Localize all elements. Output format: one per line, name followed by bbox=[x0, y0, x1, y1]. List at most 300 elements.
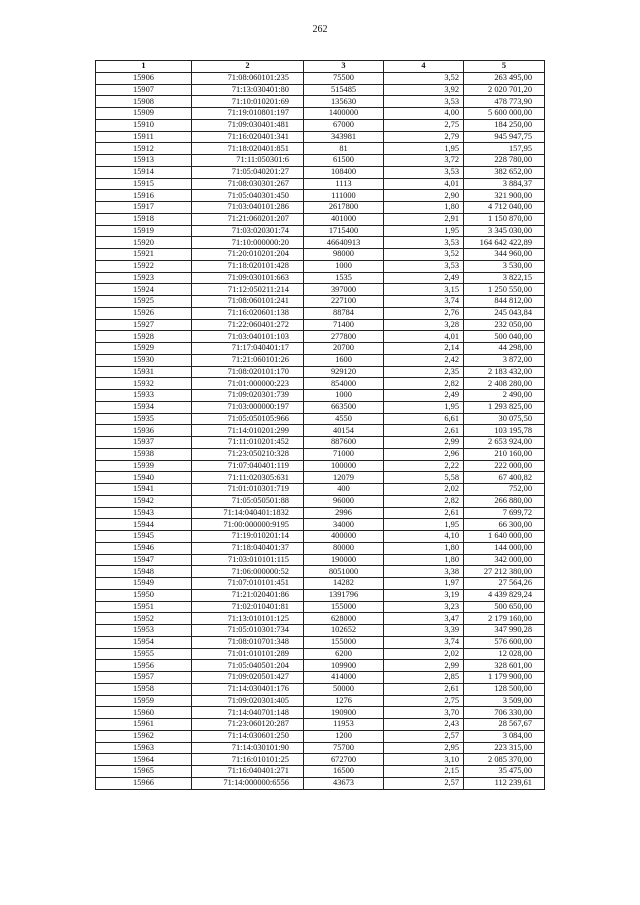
value-cell: 2 653 924,00 bbox=[464, 437, 545, 449]
rate-cell: 2,85 bbox=[384, 672, 464, 684]
cadastral-number-cell: 71:05:040201:27 bbox=[192, 166, 304, 178]
table-row bbox=[96, 84, 545, 96]
area-cell: 71400 bbox=[304, 319, 384, 331]
row-number-cell: 15923 bbox=[96, 272, 192, 284]
table-row bbox=[96, 260, 545, 272]
table-row bbox=[96, 589, 545, 601]
rate-cell: 3,52 bbox=[384, 249, 464, 261]
cadastral-number-cell: 71:13:030401:80 bbox=[192, 84, 304, 96]
cadastral-number-cell: 71:05:010301:734 bbox=[192, 625, 304, 637]
rate-cell: 2,14 bbox=[384, 343, 464, 355]
area-cell: 46640913 bbox=[304, 237, 384, 249]
row-number-cell: 15940 bbox=[96, 472, 192, 484]
table-row bbox=[96, 237, 545, 249]
area-cell: 1715400 bbox=[304, 225, 384, 237]
value-cell: 382 652,00 bbox=[464, 166, 545, 178]
cadastral-number-cell: 71:05:040501:204 bbox=[192, 660, 304, 672]
area-cell: 4550 bbox=[304, 413, 384, 425]
rate-cell: 1,95 bbox=[384, 519, 464, 531]
rate-cell: 3,19 bbox=[384, 589, 464, 601]
cadastral-number-cell: 71:08:060101:241 bbox=[192, 296, 304, 308]
value-cell: 27 212 380,00 bbox=[464, 566, 545, 578]
value-cell: 157,95 bbox=[464, 143, 545, 155]
cadastral-number-cell: 71:18:020101:428 bbox=[192, 260, 304, 272]
value-cell: 3 822,15 bbox=[464, 272, 545, 284]
rate-cell: 1,95 bbox=[384, 401, 464, 413]
row-number-cell: 15936 bbox=[96, 425, 192, 437]
rate-cell: 2,61 bbox=[384, 683, 464, 695]
table-row bbox=[96, 766, 545, 778]
value-cell: 144 000,00 bbox=[464, 542, 545, 554]
value-cell: 1 250 550,00 bbox=[464, 284, 545, 296]
area-cell: 190000 bbox=[304, 554, 384, 566]
row-number-cell: 15930 bbox=[96, 354, 192, 366]
table-row bbox=[96, 578, 545, 590]
table-row bbox=[96, 566, 545, 578]
value-cell: 263 495,00 bbox=[464, 72, 545, 84]
area-cell: 40154 bbox=[304, 425, 384, 437]
area-cell: 414000 bbox=[304, 672, 384, 684]
rate-cell: 3,53 bbox=[384, 260, 464, 272]
rate-cell: 2,76 bbox=[384, 307, 464, 319]
cadastral-number-cell: 71:09:020501:427 bbox=[192, 672, 304, 684]
rate-cell: 2,43 bbox=[384, 719, 464, 731]
cadastral-number-cell: 71:14:040401:1832 bbox=[192, 507, 304, 519]
rate-cell: 2,61 bbox=[384, 425, 464, 437]
table-row bbox=[96, 742, 545, 754]
table-row bbox=[96, 719, 545, 731]
area-cell: 12079 bbox=[304, 472, 384, 484]
rate-cell: 4,00 bbox=[384, 108, 464, 120]
column-header: 1 bbox=[96, 61, 192, 73]
cadastral-number-cell: 71:18:020401:851 bbox=[192, 143, 304, 155]
cadastral-number-cell: 71:19:010201:14 bbox=[192, 531, 304, 543]
row-number-cell: 15963 bbox=[96, 742, 192, 754]
area-cell: 1535 bbox=[304, 272, 384, 284]
value-cell: 245 043,84 bbox=[464, 307, 545, 319]
rate-cell: 2,57 bbox=[384, 730, 464, 742]
value-cell: 2 020 701,20 bbox=[464, 84, 545, 96]
area-cell: 1276 bbox=[304, 695, 384, 707]
rate-cell: 2,22 bbox=[384, 460, 464, 472]
cadastral-number-cell: 71:01:010101:289 bbox=[192, 648, 304, 660]
cadastral-number-cell: 71:10:010201:69 bbox=[192, 96, 304, 108]
cadastral-number-cell: 71:14:010201:299 bbox=[192, 425, 304, 437]
value-cell: 1 179 900,00 bbox=[464, 672, 545, 684]
column-header: 5 bbox=[464, 61, 545, 73]
table-row bbox=[96, 507, 545, 519]
value-cell: 164 642 422,89 bbox=[464, 237, 545, 249]
row-number-cell: 15913 bbox=[96, 155, 192, 167]
row-number-cell: 15958 bbox=[96, 683, 192, 695]
table-row bbox=[96, 519, 545, 531]
table-row bbox=[96, 390, 545, 402]
value-cell: 4 712 040,00 bbox=[464, 202, 545, 214]
row-number-cell: 15966 bbox=[96, 777, 192, 789]
cadastral-number-cell: 71:03:040101:286 bbox=[192, 202, 304, 214]
row-number-cell: 15919 bbox=[96, 225, 192, 237]
area-cell: 1200 bbox=[304, 730, 384, 742]
cadastral-number-cell: 71:07:010101:451 bbox=[192, 578, 304, 590]
value-cell: 210 160,00 bbox=[464, 448, 545, 460]
row-number-cell: 15925 bbox=[96, 296, 192, 308]
table-row bbox=[96, 413, 545, 425]
cadastral-number-cell: 71:22:060401:272 bbox=[192, 319, 304, 331]
table-row bbox=[96, 213, 545, 225]
rate-cell: 2,61 bbox=[384, 507, 464, 519]
row-number-cell: 15939 bbox=[96, 460, 192, 472]
value-cell: 576 600,00 bbox=[464, 636, 545, 648]
table-row bbox=[96, 542, 545, 554]
value-cell: 232 050,00 bbox=[464, 319, 545, 331]
table-row bbox=[96, 331, 545, 343]
row-number-cell: 15908 bbox=[96, 96, 192, 108]
area-cell: 190900 bbox=[304, 707, 384, 719]
table-row bbox=[96, 319, 545, 331]
row-number-cell: 15910 bbox=[96, 119, 192, 131]
cadastral-number-cell: 71:21:060101:26 bbox=[192, 354, 304, 366]
cadastral-number-cell: 71:08:030301:267 bbox=[192, 178, 304, 190]
area-cell: 1000 bbox=[304, 260, 384, 272]
table-row bbox=[96, 754, 545, 766]
row-number-cell: 15909 bbox=[96, 108, 192, 120]
value-cell: 3 872,00 bbox=[464, 354, 545, 366]
area-cell: 6200 bbox=[304, 648, 384, 660]
table-row bbox=[96, 554, 545, 566]
area-cell: 155000 bbox=[304, 636, 384, 648]
cadastral-number-cell: 71:11:010201:452 bbox=[192, 437, 304, 449]
cadastral-number-cell: 71:16:010101:25 bbox=[192, 754, 304, 766]
row-number-cell: 15964 bbox=[96, 754, 192, 766]
area-cell: 11953 bbox=[304, 719, 384, 731]
row-number-cell: 15932 bbox=[96, 378, 192, 390]
table-row bbox=[96, 495, 545, 507]
value-cell: 752,00 bbox=[464, 484, 545, 496]
cadastral-number-cell: 71:14:030401:176 bbox=[192, 683, 304, 695]
cadastral-number-cell: 71:03:040101:103 bbox=[192, 331, 304, 343]
area-cell: 672700 bbox=[304, 754, 384, 766]
area-cell: 277800 bbox=[304, 331, 384, 343]
area-cell: 34000 bbox=[304, 519, 384, 531]
area-cell: 67000 bbox=[304, 119, 384, 131]
area-cell: 14282 bbox=[304, 578, 384, 590]
area-cell: 515485 bbox=[304, 84, 384, 96]
area-cell: 88784 bbox=[304, 307, 384, 319]
row-number-cell: 15957 bbox=[96, 672, 192, 684]
row-number-cell: 15928 bbox=[96, 331, 192, 343]
area-cell: 50000 bbox=[304, 683, 384, 695]
value-cell: 27 564,26 bbox=[464, 578, 545, 590]
table-row bbox=[96, 131, 545, 143]
area-cell: 1391796 bbox=[304, 589, 384, 601]
table-row bbox=[96, 72, 545, 84]
row-number-cell: 15912 bbox=[96, 143, 192, 155]
cadastral-number-cell: 71:09:020301:405 bbox=[192, 695, 304, 707]
row-number-cell: 15918 bbox=[96, 213, 192, 225]
cadastral-number-cell: 71:14:030101:90 bbox=[192, 742, 304, 754]
area-cell: 1000 bbox=[304, 390, 384, 402]
value-cell: 2 183 432,00 bbox=[464, 366, 545, 378]
cadastral-number-cell: 71:14:030601:250 bbox=[192, 730, 304, 742]
cadastral-number-cell: 71:05:040301:450 bbox=[192, 190, 304, 202]
rate-cell: 3,52 bbox=[384, 72, 464, 84]
table-row bbox=[96, 96, 545, 108]
row-number-cell: 15911 bbox=[96, 131, 192, 143]
value-cell: 342 000,00 bbox=[464, 554, 545, 566]
area-cell: 16500 bbox=[304, 766, 384, 778]
table-row bbox=[96, 343, 545, 355]
table-row bbox=[96, 284, 545, 296]
row-number-cell: 15965 bbox=[96, 766, 192, 778]
value-cell: 1 640 000,00 bbox=[464, 531, 545, 543]
rate-cell: 1,95 bbox=[384, 143, 464, 155]
table-row bbox=[96, 472, 545, 484]
rate-cell: 2,15 bbox=[384, 766, 464, 778]
value-cell: 3 345 030,00 bbox=[464, 225, 545, 237]
cadastral-number-cell: 71:17:040401:17 bbox=[192, 343, 304, 355]
cadastral-number-cell: 71:09:030401:481 bbox=[192, 119, 304, 131]
rate-cell: 3,53 bbox=[384, 96, 464, 108]
rate-cell: 2,35 bbox=[384, 366, 464, 378]
value-cell: 706 330,00 bbox=[464, 707, 545, 719]
table-row bbox=[96, 484, 545, 496]
row-number-cell: 15942 bbox=[96, 495, 192, 507]
area-cell: 401000 bbox=[304, 213, 384, 225]
value-cell: 2 408 280,00 bbox=[464, 378, 545, 390]
area-cell: 155000 bbox=[304, 601, 384, 613]
page-number: 262 bbox=[312, 24, 328, 35]
rate-cell: 3,72 bbox=[384, 155, 464, 167]
row-number-cell: 15950 bbox=[96, 589, 192, 601]
row-number-cell: 15927 bbox=[96, 319, 192, 331]
data-table bbox=[95, 60, 545, 790]
rate-cell: 3,74 bbox=[384, 296, 464, 308]
table-row bbox=[96, 307, 545, 319]
value-cell: 223 315,00 bbox=[464, 742, 545, 754]
table-row bbox=[96, 777, 545, 789]
cadastral-number-cell: 71:06:000000:52 bbox=[192, 566, 304, 578]
cadastral-number-cell: 71:07:040401:119 bbox=[192, 460, 304, 472]
area-cell: 343981 bbox=[304, 131, 384, 143]
table-row bbox=[96, 366, 545, 378]
value-cell: 344 960,00 bbox=[464, 249, 545, 261]
value-cell: 28 567,67 bbox=[464, 719, 545, 731]
value-cell: 228 780,00 bbox=[464, 155, 545, 167]
row-number-cell: 15933 bbox=[96, 390, 192, 402]
area-cell: 75700 bbox=[304, 742, 384, 754]
table-row bbox=[96, 625, 545, 637]
table-row bbox=[96, 448, 545, 460]
table-row bbox=[96, 296, 545, 308]
row-number-cell: 15954 bbox=[96, 636, 192, 648]
cadastral-number-cell: 71:01:010301:719 bbox=[192, 484, 304, 496]
table-row bbox=[96, 601, 545, 613]
row-number-cell: 15906 bbox=[96, 72, 192, 84]
cadastral-number-cell: 71:14:040701:148 bbox=[192, 707, 304, 719]
row-number-cell: 15960 bbox=[96, 707, 192, 719]
cadastral-number-cell: 71:19:010801:197 bbox=[192, 108, 304, 120]
area-cell: 100000 bbox=[304, 460, 384, 472]
area-cell: 854000 bbox=[304, 378, 384, 390]
rate-cell: 5,58 bbox=[384, 472, 464, 484]
cadastral-number-cell: 71:16:020601:138 bbox=[192, 307, 304, 319]
rate-cell: 3,15 bbox=[384, 284, 464, 296]
value-cell: 328 601,00 bbox=[464, 660, 545, 672]
rate-cell: 2,91 bbox=[384, 213, 464, 225]
value-cell: 3 530,00 bbox=[464, 260, 545, 272]
cadastral-number-cell: 71:00:000000:9195 bbox=[192, 519, 304, 531]
table-row bbox=[96, 225, 545, 237]
area-cell: 61500 bbox=[304, 155, 384, 167]
row-number-cell: 15946 bbox=[96, 542, 192, 554]
area-cell: 80000 bbox=[304, 542, 384, 554]
rate-cell: 3,53 bbox=[384, 237, 464, 249]
rate-cell: 1,95 bbox=[384, 225, 464, 237]
table-row bbox=[96, 378, 545, 390]
area-cell: 887600 bbox=[304, 437, 384, 449]
cadastral-number-cell: 71:23:050210:328 bbox=[192, 448, 304, 460]
value-cell: 66 300,00 bbox=[464, 519, 545, 531]
rate-cell: 1,80 bbox=[384, 554, 464, 566]
rate-cell: 2,99 bbox=[384, 437, 464, 449]
rate-cell: 2,02 bbox=[384, 484, 464, 496]
row-number-cell: 15935 bbox=[96, 413, 192, 425]
area-cell: 111000 bbox=[304, 190, 384, 202]
area-cell: 400 bbox=[304, 484, 384, 496]
rate-cell: 2,49 bbox=[384, 272, 464, 284]
rate-cell: 2,57 bbox=[384, 777, 464, 789]
cadastral-number-cell: 71:01:000000:223 bbox=[192, 378, 304, 390]
row-number-cell: 15922 bbox=[96, 260, 192, 272]
area-cell: 43673 bbox=[304, 777, 384, 789]
rate-cell: 3,92 bbox=[384, 84, 464, 96]
cadastral-number-cell: 71:13:010101:125 bbox=[192, 613, 304, 625]
area-cell: 98000 bbox=[304, 249, 384, 261]
cadastral-number-cell: 71:23:060120:287 bbox=[192, 719, 304, 731]
table-row bbox=[96, 531, 545, 543]
area-cell: 397000 bbox=[304, 284, 384, 296]
table-row bbox=[96, 660, 545, 672]
rate-cell: 2,82 bbox=[384, 378, 464, 390]
row-number-cell: 15949 bbox=[96, 578, 192, 590]
cadastral-number-cell: 71:16:020401:341 bbox=[192, 131, 304, 143]
row-number-cell: 15956 bbox=[96, 660, 192, 672]
value-cell: 12 028,00 bbox=[464, 648, 545, 660]
row-number-cell: 15961 bbox=[96, 719, 192, 731]
row-number-cell: 15959 bbox=[96, 695, 192, 707]
table-row bbox=[96, 401, 545, 413]
column-header: 4 bbox=[384, 61, 464, 73]
cadastral-number-cell: 71:09:020301:739 bbox=[192, 390, 304, 402]
table-row bbox=[96, 437, 545, 449]
value-cell: 2 085 370,00 bbox=[464, 754, 545, 766]
row-number-cell: 15917 bbox=[96, 202, 192, 214]
value-cell: 67 400,82 bbox=[464, 472, 545, 484]
table-row bbox=[96, 178, 545, 190]
rate-cell: 2,02 bbox=[384, 648, 464, 660]
value-cell: 44 298,00 bbox=[464, 343, 545, 355]
row-number-cell: 15907 bbox=[96, 84, 192, 96]
value-cell: 30 075,50 bbox=[464, 413, 545, 425]
row-number-cell: 15926 bbox=[96, 307, 192, 319]
cadastral-number-cell: 71:05:050501:88 bbox=[192, 495, 304, 507]
value-cell: 500 650,00 bbox=[464, 601, 545, 613]
cadastral-number-cell: 71:11:020305:631 bbox=[192, 472, 304, 484]
row-number-cell: 15955 bbox=[96, 648, 192, 660]
value-cell: 35 475,00 bbox=[464, 766, 545, 778]
rate-cell: 3,53 bbox=[384, 166, 464, 178]
cadastral-number-cell: 71:21:060201:207 bbox=[192, 213, 304, 225]
cadastral-number-cell: 71:03:020301:74 bbox=[192, 225, 304, 237]
rate-cell: 2,75 bbox=[384, 695, 464, 707]
area-cell: 1113 bbox=[304, 178, 384, 190]
area-cell: 2617800 bbox=[304, 202, 384, 214]
value-cell: 222 000,00 bbox=[464, 460, 545, 472]
cadastral-number-cell: 71:20:010201:204 bbox=[192, 249, 304, 261]
rate-cell: 2,49 bbox=[384, 390, 464, 402]
row-number-cell: 15931 bbox=[96, 366, 192, 378]
row-number-cell: 15944 bbox=[96, 519, 192, 531]
cadastral-number-cell: 71:14:000000:6556 bbox=[192, 777, 304, 789]
cadastral-number-cell: 71:08:020101:170 bbox=[192, 366, 304, 378]
cadastral-number-cell: 71:03:000000:197 bbox=[192, 401, 304, 413]
area-cell: 135630 bbox=[304, 96, 384, 108]
value-cell: 500 040,00 bbox=[464, 331, 545, 343]
table-row bbox=[96, 648, 545, 660]
header-row bbox=[96, 61, 545, 73]
row-number-cell: 15921 bbox=[96, 249, 192, 261]
value-cell: 7 699,72 bbox=[464, 507, 545, 519]
rate-cell: 2,75 bbox=[384, 119, 464, 131]
table-row bbox=[96, 425, 545, 437]
area-cell: 1400000 bbox=[304, 108, 384, 120]
row-number-cell: 15947 bbox=[96, 554, 192, 566]
value-cell: 3 084,00 bbox=[464, 730, 545, 742]
row-number-cell: 15920 bbox=[96, 237, 192, 249]
table-row bbox=[96, 202, 545, 214]
area-cell: 929120 bbox=[304, 366, 384, 378]
value-cell: 2 490,00 bbox=[464, 390, 545, 402]
rate-cell: 3,39 bbox=[384, 625, 464, 637]
rate-cell: 2,96 bbox=[384, 448, 464, 460]
value-cell: 347 990,28 bbox=[464, 625, 545, 637]
rate-cell: 3,74 bbox=[384, 636, 464, 648]
rate-cell: 2,99 bbox=[384, 660, 464, 672]
table-row bbox=[96, 636, 545, 648]
value-cell: 3 509,00 bbox=[464, 695, 545, 707]
rate-cell: 3,23 bbox=[384, 601, 464, 613]
table-row bbox=[96, 143, 545, 155]
table-row bbox=[96, 672, 545, 684]
row-number-cell: 15934 bbox=[96, 401, 192, 413]
cadastral-number-cell: 71:16:040401:271 bbox=[192, 766, 304, 778]
table-row bbox=[96, 354, 545, 366]
table-row bbox=[96, 190, 545, 202]
rate-cell: 2,79 bbox=[384, 131, 464, 143]
value-cell: 2 179 160,00 bbox=[464, 613, 545, 625]
value-cell: 184 250,00 bbox=[464, 119, 545, 131]
area-cell: 81 bbox=[304, 143, 384, 155]
row-number-cell: 15953 bbox=[96, 625, 192, 637]
rate-cell: 2,90 bbox=[384, 190, 464, 202]
value-cell: 266 880,00 bbox=[464, 495, 545, 507]
row-number-cell: 15924 bbox=[96, 284, 192, 296]
row-number-cell: 15914 bbox=[96, 166, 192, 178]
table-row bbox=[96, 730, 545, 742]
value-cell: 478 773,90 bbox=[464, 96, 545, 108]
table-row bbox=[96, 119, 545, 131]
rate-cell: 3,47 bbox=[384, 613, 464, 625]
